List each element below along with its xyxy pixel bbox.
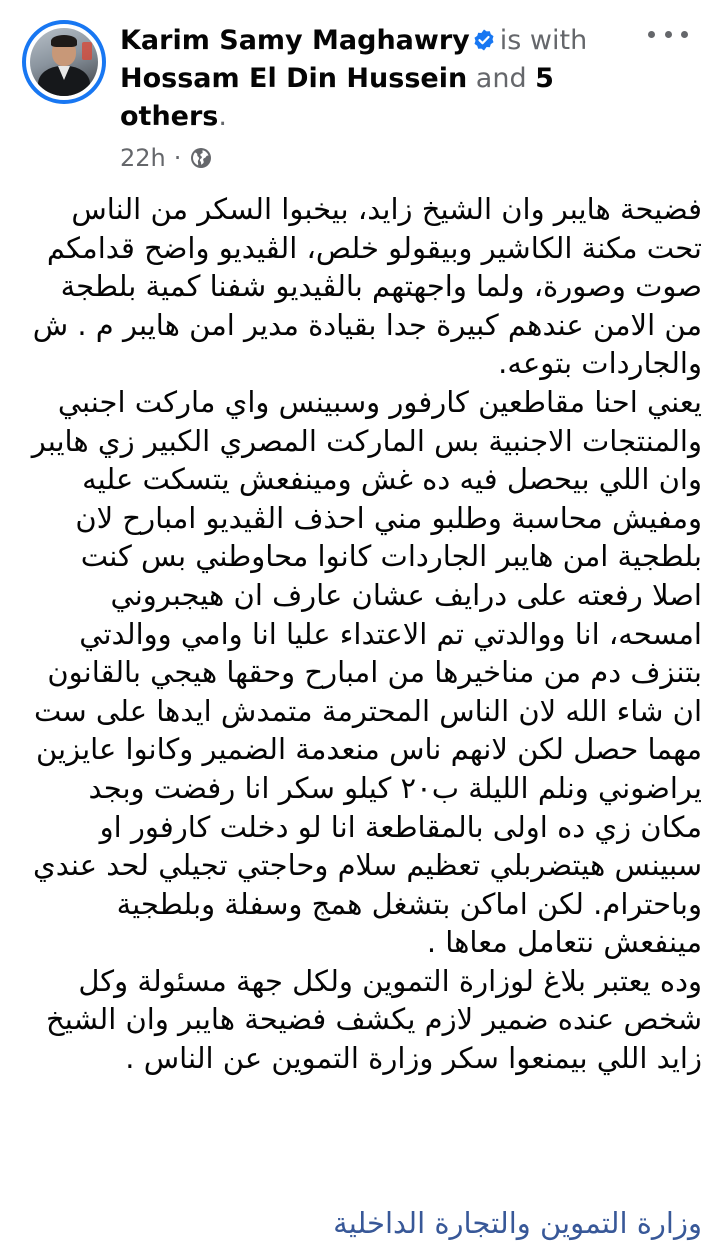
- author-name[interactable]: Karim Samy Maghawry: [120, 25, 470, 56]
- header-period: .: [218, 101, 227, 132]
- tagged-person[interactable]: Hossam El Din Hussein: [120, 63, 468, 94]
- globe-icon[interactable]: [189, 146, 213, 170]
- post-paragraph: فضيحة هايبر وان الشيخ زايد، بيخبوا السكر من الناس تحت مكنة الكاشير وبيقولو خلص، الڤيديو واضح قدامكم صوت وصورة، ولما واجهتهم بالڤيديو شفنا كمية بلطجة من الامن عندهم كبيرة جدا بقيادة مدير امن هايبر م . ش والجاردات بتوعه.: [32, 192, 702, 381]
- post-text: [22, 190, 702, 1078]
- others-link[interactable]: 5 others: [120, 63, 554, 132]
- post-time[interactable]: 22h: [120, 144, 166, 172]
- is-with-text: is with: [499, 25, 588, 56]
- story-ring[interactable]: [22, 20, 106, 104]
- more-options-icon[interactable]: [648, 20, 688, 48]
- verified-badge-icon: [472, 28, 496, 52]
- post-meta: [120, 142, 213, 174]
- page-tag-link[interactable]: وزارة التموين والتجارة الداخلية: [333, 1206, 702, 1240]
- post-header: [120, 22, 630, 136]
- meta-separator: ·: [173, 144, 182, 172]
- avatar[interactable]: [30, 28, 98, 96]
- post-paragraph: وده يعتبر بلاغ لوزارة التموين ولكل جهة مسئولة وكل شخص عنده ضمير لازم يكشف فضيحة هايبر وان الشيخ زايد اللي بيمنعوا سكر وزارة التموين عن الناس .: [46, 963, 702, 1076]
- post-paragraph: يعني احنا مقاطعين كارفور وسبينس واي ماركت اجنبي والمنتجات الاجنبية بس الماركت المصري الكبير زي هايبر وان اللي بيحصل فيه ده غش ومينفعش يتسكت عليه ومفيش محاسبة وطلبو مني احذف الڤيديو امبارح لان بلطجية امن هايبر الجاردات كانوا محاوطني بس كنت اصلا رفعته على درايف عشان عارف ان هيجبروني امسحه، انا ووالدتي تم الاعتداء عليا انا وامي ووالدتي بتنزف دم من مناخيرها من امبارح وحقها هيجي بالقانون ان شاء الله لان الناس المحترمة متمدش ايدها على ست مهما حصل لكن لانهم ناس منعدمة الضمير وكانوا عايزين يراضوني ونلم الليلة ب٢٠ كيلو سكر انا رفضت وبجد مكان زي ده اولى بالمقاطعة انا لو دخلت كارفور او سبينس هيتضربلي تعظيم سلام وحاجتي تجيلي لحد عندي وباحترام. لكن اماكن بتشغل همج وسفلة وبلطجية مينفعش نتعامل معاها .: [31, 384, 702, 960]
- and-text: and: [475, 63, 527, 94]
